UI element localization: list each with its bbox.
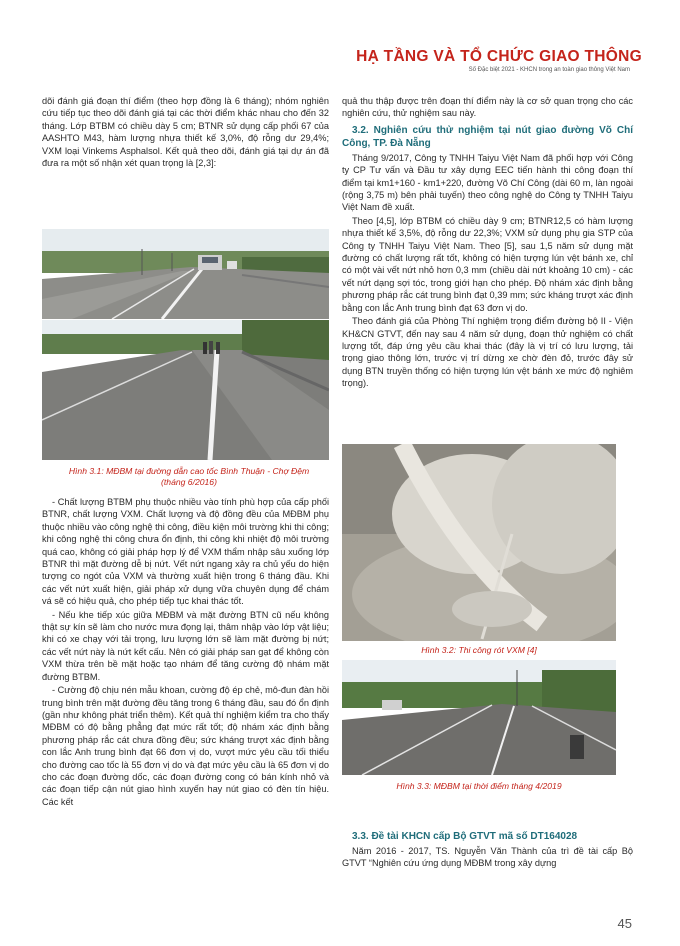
figure-3-2-caption: Hình 3.2: Thi công rót VXM [4] xyxy=(421,645,537,655)
right-paragraph-1: quả thu thập được trên đoạn thí điểm này là cơ sở quan trọng cho các nghiên cứu, thử nghiệm sau này. xyxy=(342,96,633,119)
figure-3-1-caption: Hình 3.1: MĐBM tại đường dẫn cao tốc Bình Thuận - Chợ Đệm (tháng 6/2016) xyxy=(68,466,310,487)
figure-3-3-caption: Hình 3.3: MĐBM tại thời điểm tháng 4/2019 xyxy=(396,781,562,791)
right-paragraph-3: Theo [4,5], lớp BTBM có chiều dày 9 cm; BTNR12,5 có hàm lượng nhựa thiết kế 3,5%, độ rỗng dư 22,3%; VXM sử dụng phụ gia STP của Công ty TNHH Taiyu Việt Nam. Theo [5], sau 1,5 năm sử dụng mặt đường có chất lượng rất tốt, không có hiện tượng lún vệt bánh xe, chỉ có một vài vết nứt nhỏ hơn 0,3 mm (chiều dài nứt khoảng 10 cm) - các vết nứt dạng sợi tóc, trong giới hạn cho phép. Độ nhám xác định bằng phương pháp rắc cát trung bình đạt 0,39 mm; sức kháng trượt xác định bằng con lắc Anh trung bình đạt 63 đơn vị do. xyxy=(342,215,633,313)
section-3-2-heading: 3.2. Nghiên cứu thử nghiệm tại nút giao đường Võ Chí Công, TP. Đà Nẵng xyxy=(342,124,633,149)
left-paragraph-4: - Cường độ chịu nén mẫu khoan, cường độ ép chẻ, mô-đun đàn hồi trung bình trên mặt đường đều tăng trong 6 tháng đầu, sau đó ổn định (gần như không phát triển thêm). Kết quả thí nghiệm kiểm tra cho thấy MĐBM có độ bằng phẳng đạt mức rất tốt; độ nhám xác định bằng phương pháp rắc cát chưa đồng đều; sức kháng trượt xác định bằng con lắc Anh trung bình đạt 66 đơn vị do, vượt mức yêu cầu tối thiểu cho đường cao tốc là 55 đơn vị do và đạt mức yêu cầu là 65 đơn vị do cho các đoạn đường dốc, các đoạn đường cong có bán kính nhỏ và các đoạn tiếp cận nút giao hình xuyến hay nút giao có đèn tín hiệu. Các kết xyxy=(42,685,329,807)
figure-3-1-photo-bottom xyxy=(42,320,329,460)
right-paragraph-4: Theo đánh giá của Phòng Thí nghiệm trọng điểm đường bộ II - Viện KH&CN GTVT, đến nay sau 4 năm sử dụng, đoạn thử nghiệm có chất lượng tốt, đáp ứng yêu cầu khai thác (đây là vị trí có lưu lượng, tải trọng giao thông lớn, trước vị trí dừng xe chờ đèn đỏ, trước đây sử dụng BTN truyền thống có hiện tượng lún vệt bánh xe mức độ nghiêm trọng). xyxy=(342,316,633,389)
running-header-subtitle: Số Đặc biệt 2021 - KHCN trong an toàn giao thông Việt Nam xyxy=(468,67,630,73)
running-header-title: HẠ TẦNG VÀ TỔ CHỨC GIAO THÔNG xyxy=(356,48,642,65)
section-3-3-heading: 3.3. Đề tài KHCN cấp Bộ GTVT mã số DT164028 xyxy=(352,831,578,842)
right-column-lower xyxy=(342,826,633,871)
right-paragraph-5: Năm 2016 - 2017, TS. Nguyễn Văn Thành của trì đề tài cấp Bộ GTVT “Nghiên cứu ứng dụng MĐBM trong xây dựng xyxy=(342,846,633,869)
left-column-lower xyxy=(42,496,329,809)
figure-3-2-photo xyxy=(342,444,616,641)
figure-3-3-photo xyxy=(342,660,616,775)
figure-3-1-photo-top xyxy=(42,229,329,319)
left-paragraph-3: - Nếu khe tiếp xúc giữa MĐBM và mặt đường BTN cũ nếu không thật sự kín sẽ làm cho nước mưa đọng lại, thâm nhập vào lớp vật liệu; khi có xe chạy với tải trọng, lưu lượng lớn sẽ làm mặt đường bị nứt; các vết nứt này là nứt kết cấu. Nên có giải pháp san gạt để không còn VXM thừa trên bề mặt hoặc tạo nhám để tăng cường độ nhám mặt đường BTBM. xyxy=(42,609,329,682)
left-column xyxy=(42,95,329,170)
right-paragraph-2: Tháng 9/2017, Công ty TNHH Taiyu Việt Nam đã phối hợp với Công ty CP Tư vấn và Đầu tư xây dựng EEC tiến hành thi công đoạn thí điểm tại km1+160 - km1+220, đường Võ Chí Công (dài 60 m, làn ngoài (rộng 3,75 m) bên phải tuyến) theo công nghệ do Công ty TNHH Taiyu Việt Nam đề xuất. xyxy=(342,152,633,213)
page-number: 45 xyxy=(617,916,632,931)
left-paragraph-1: dõi đánh giá đoạn thí điểm (theo hợp đồng là 6 tháng); nhóm nghiên cứu tiếp tục theo dõi đánh giá tại các thời điểm khác nhau cho đến 32 tháng. Lớp BTBM có chiều dày 5 cm; BTNR sử dụng cấp phối 67 của AASHTO M43, hàm lượng nhựa thiết kế 3,0%, độ rỗng dư 29,4%; VXM loại Vinkems Asphalsol. Kết quả theo dõi, đánh giá tại dự án đã đưa ra một số nhận xét quan trọng là [2,3]: xyxy=(42,96,329,169)
left-paragraph-2: - Chất lượng BTBM phụ thuộc nhiều vào tính phù hợp của cấp phối BTNR, chất lượng VXM. Chất lượng và độ đồng đều của MĐBM phụ thuộc nhiều vào công nghệ thi công, điều kiện môi trường khi thi công; khi công nghệ thi công chưa ổn định, thi công khi nhiệt độ môi trường quá cao, không có giải pháp hợp lý để VXM thẩm nhập sâu xuống lớp BTNR thì mặt đường dễ bị nứt. Vết nứt ngang xảy ra chủ yếu do hiện tượng co ngót của VXM và thường xuất hiện trong 6 tháng đầu. Khi các vết nứt xuất hiện, giải pháp xử dụng vữa chuyên dụng để chám vá sẽ có hiệu quả, cho phép tiếp tục khai thác tốt. xyxy=(42,497,329,607)
right-column xyxy=(342,95,633,391)
